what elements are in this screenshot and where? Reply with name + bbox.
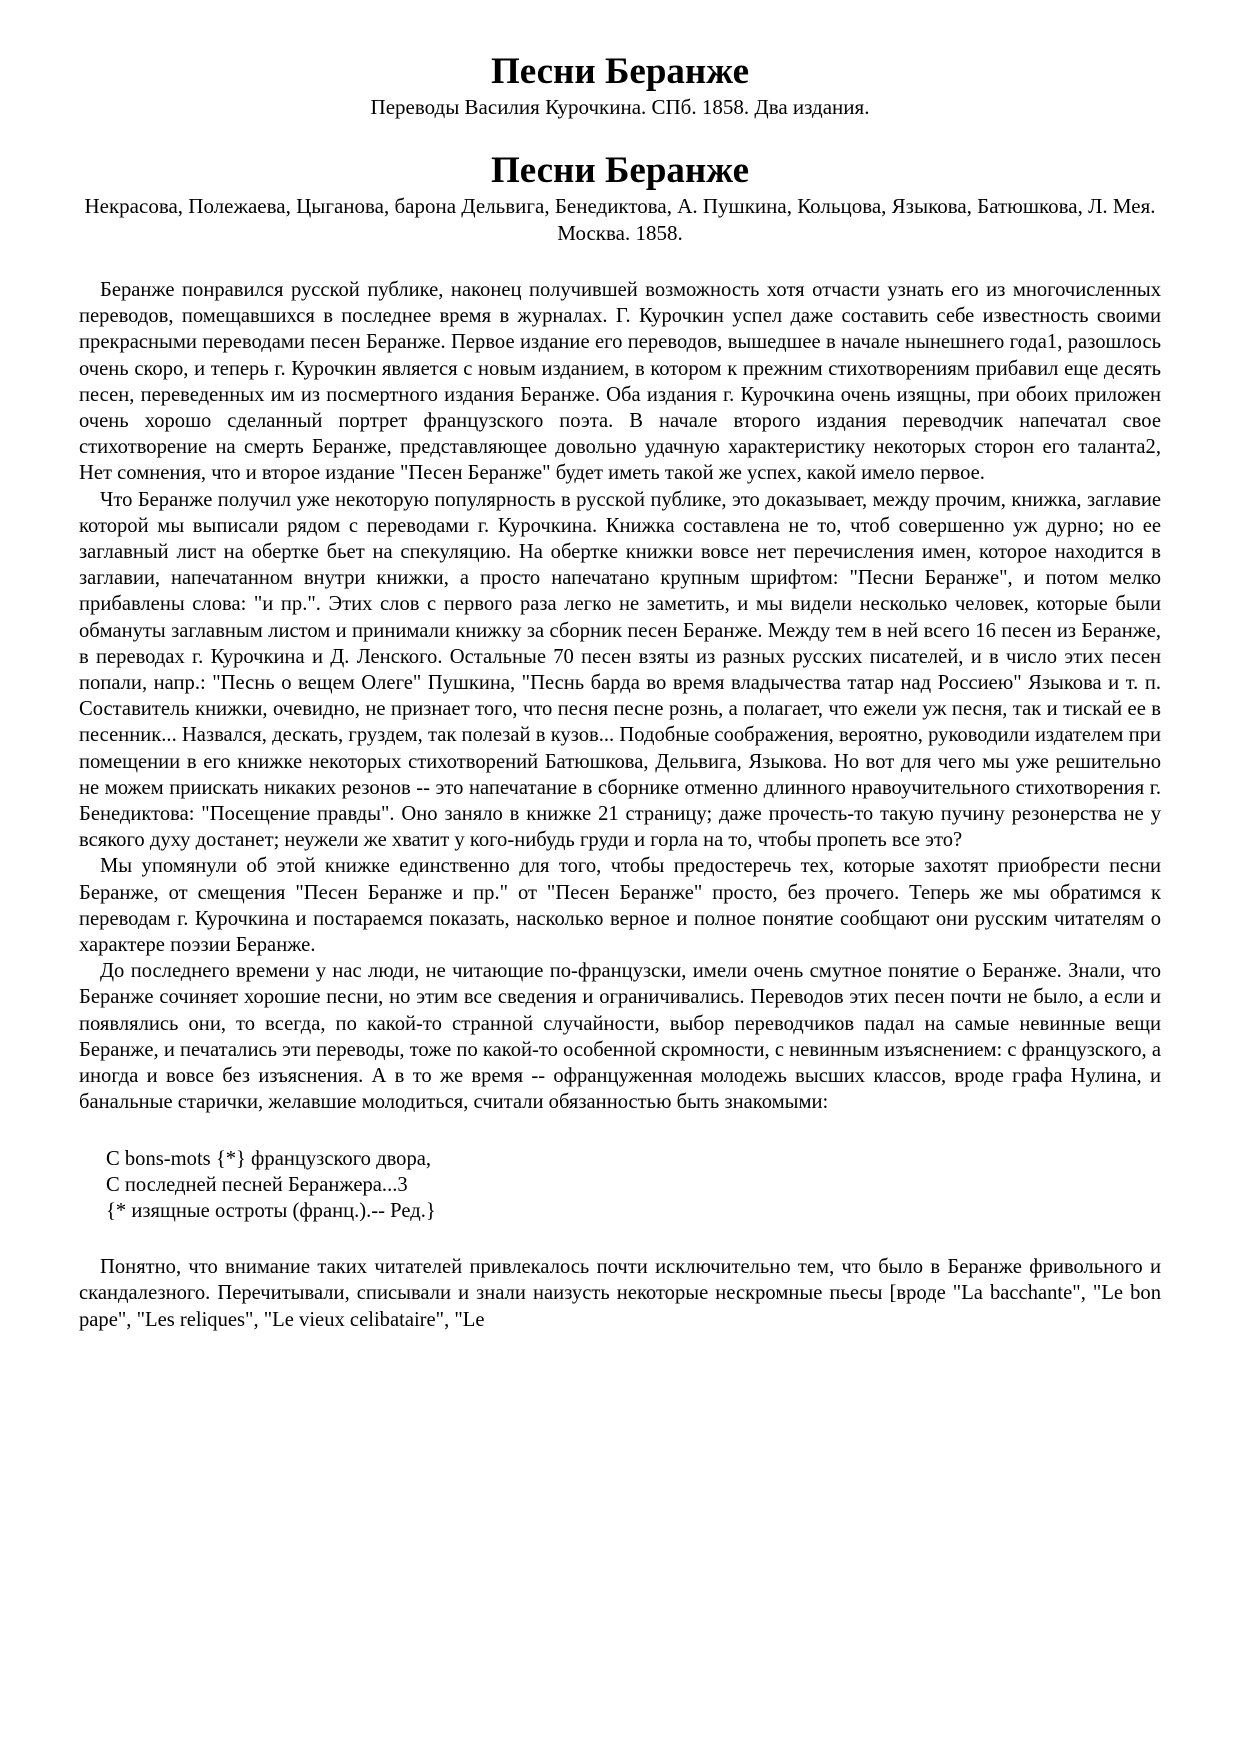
paragraph: Беранже понравился русской публике, наконец получившей возможность хотя отчасти узнать его из многочисленных переводов, помещавшихся в последнее время в журналах. Г. Курочкин успел даже составить себе известность своими прекрасными переводами песен Беранже. Первое издание его переводов, вышедшее в начале нынешнего года1, разошлось очень скоро, и теперь г. Курочкин является с новым изданием, в котором к прежним стихотворениям прибавил еще десять песен, переведенных им из посмертного издания Беранже. Оба издания г. Курочкина очень изящны, при обоих приложен очень хорошо сделанный портрет французского поэта. В начале второго издания переводчик напечатал свое стихотворение на смерть Беранже, представляющее довольно удачную характеристику некоторых сторон его таланта2, Нет сомнения, что и второе издание "Песен Беранже" будет иметь такой же успех, какой имело первое. bbox=[79, 279, 1161, 485]
subtitle-2: Некрасова, Полежаева, Цыганова, барона Дельвига, Бенедиктова, А. Пушкина, Кольцова, Языкова, Батюшкова, Л. Мея. Москва. 1858. bbox=[84, 194, 1156, 245]
title-2: Песни Беранже bbox=[490, 150, 749, 191]
verse-line: С bons-mots {*} французского двора, bbox=[106, 1147, 432, 1170]
verse-line: С последней песней Беранжера...3 bbox=[106, 1173, 408, 1196]
paragraph: До последнего времени у нас люди, не читающие по-французски, имели очень смутное понятие о Беранже. Знали, что Беранже сочиняет хорошие песни, но этим все сведения и ограничивались. Переводов этих песен почти не было, а если и появлялись они, то всегда, по какой-то странной случайности, выбор переводчиков падал на самые невинные вещи Беранже, и печатались эти переводы, тоже по какой-то особенной скромности, с невинным изъяснением: с французского, а иногда и вовсе без изъяснения. А в то же время -- офранцуженная молодежь высших классов, вроде графа Нулина, и банальные старички, желавшие молодиться, считали обязанностью быть знакомыми: bbox=[79, 960, 1161, 1114]
title-1: Песни Беранже bbox=[490, 51, 749, 92]
verse-footnote: {* изящные остроты (франц.).-- Ред.} bbox=[106, 1199, 436, 1222]
verse-quote bbox=[106, 1146, 1161, 1225]
article-body bbox=[79, 277, 1161, 1333]
subtitle-1: Переводы Василия Курочкина. СПб. 1858. Два издания. bbox=[370, 95, 870, 119]
paragraph: Что Беранже получил уже некоторую популярность в русской публике, это доказывает, между прочим, книжка, заглавие которой мы выписали рядом с переводами г. Курочкина. Книжка составлена не то, чтоб совершенно уж дурно; но ее заглавный лист на обертке бьет на спекуляцию. На обертке книжки вовсе нет перечисления имен, которое находится в заглавии, напечатанном внутри книжки, а просто напечатано крупным шрифтом: "Песни Беранже", и потом мелко прибавлены слова: "и пр.". Этих слов с первого раза легко не заметить, и мы видели несколько человек, которые были обмануты заглавным листом и принимали книжку за сборник песен Беранже. Между тем в ней всего 16 песен из Беранже, в переводах г. Курочкина и Д. Ленского. Остальные 70 песен взяты из разных русских писателей, и в число этих песен попали, напр.: "Песнь о вещем Олеге" Пушкина, "Песнь барда во время владычества татар над Россиею" Языкова и т. п. Составитель книжки, очевидно, не признает того, что песня песне рознь, а полагает, что ежели уж песня, так и тискай ее в песенник... Назвался, дескать, груздем, так полезай в кузов... Подобные соображения, вероятно, руководили издателем при помещении в его книжке некоторых стихотворений Батюшкова, Дельвига, Языкова. Но вот для чего мы уже решительно не можем приискать никаких резонов -- это напечатание в сборнике отменно длинного нравоучительного стихотворения г. Бенедиктова: "Посещение правды". Оно заняло в книжке 21 страницу; даже прочесть-то такую пучину резонерства не у всякого духу достанет; неужели же хватит у кого-нибудь груди и горла на то, чтобы пропеть все это? bbox=[79, 488, 1161, 852]
paragraph: Понятно, что внимание таких читателей привлекалось почти исключительно тем, что было в Беранже фривольного и скандалезного. Перечитывали, списывали и знали наизусть некоторые нескромные пьесы [вроде "La bacchante", "Le bon pape", "Les reliques", "Le vieux celibataire", "Le bbox=[79, 1256, 1161, 1331]
paragraph: Мы упомянули об этой книжке единственно для того, чтобы предостеречь тех, которые захотят приобрести песни Беранже, от смещения "Песен Беранже и пр." от "Песен Беранже" просто, без прочего. Теперь же мы обратимся к переводам г. Курочкина и постараемся показать, насколько верное и полное понятие сообщают они русским читателям о характере поэзии Беранже. bbox=[79, 855, 1161, 957]
